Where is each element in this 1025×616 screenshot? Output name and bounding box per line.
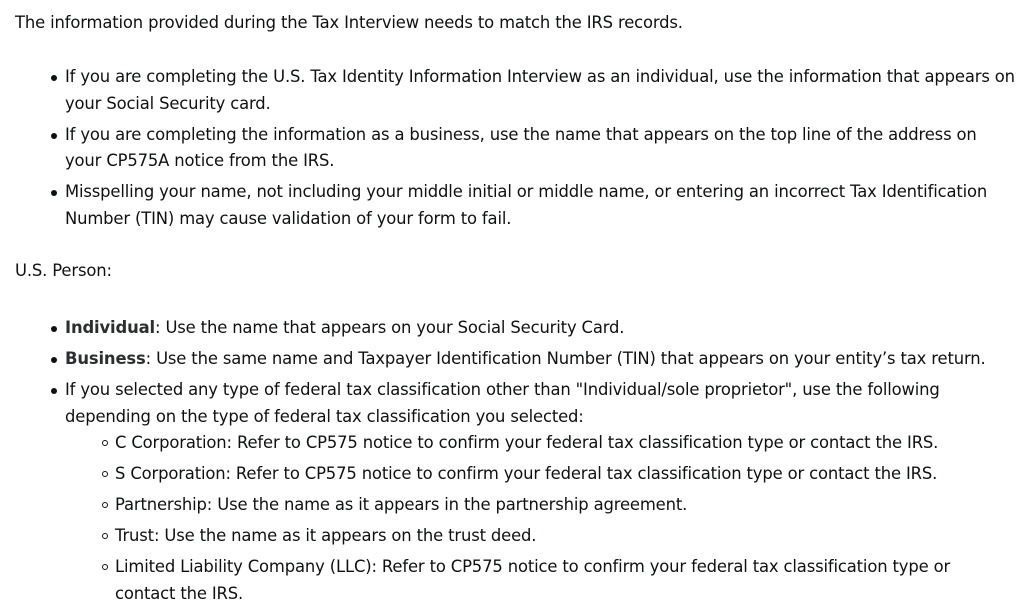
individual-item [65,315,1015,342]
classification-text: If you selected any type of federal tax classification other than "Individual/sole proprietor", use the following depending on the type of federal tax classification you selected: [65,380,940,426]
business-term: Business [65,349,146,368]
list-item: If you are completing the U.S. Tax Identity Information Interview as an individual, use the information that appears on your Social Security card. [65,64,1015,117]
business-text: : Use the same name and Taxpayer Identification Number (TIN) that appears on your entity’s tax return. [145,349,986,368]
individual-term: Individual [65,318,156,337]
individual-text: : Use the name that appears on your Social Security Card. [155,318,625,337]
classification-sub-list [65,430,1015,607]
business-item [65,346,1015,373]
list-item: Misspelling your name, not including your middle initial or middle name, or entering an incorrect Tax Identification Number (TIN) may cause validation of your form to fail. [65,179,1015,232]
us-person-bullet-list [15,315,1015,607]
list-item: C Corporation: Refer to CP575 notice to confirm your federal tax classification type or contact the IRS. [115,430,1015,457]
classification-item [65,377,1015,607]
list-item: Trust: Use the name as it appears on the trust deed. [115,523,1015,550]
intro-text: The information provided during the Tax Interview needs to match the IRS records. [15,13,683,32]
intro-bullet-list [15,64,1015,232]
list-item: Partnership: Use the name as it appears in the partnership agreement. [115,492,1015,519]
list-item: S Corporation: Refer to CP575 notice to confirm your federal tax classification type or contact the IRS. [115,461,1015,488]
list-item: If you are completing the information as a business, use the name that appears on the top line of the address on your CP575A notice from the IRS. [65,122,1015,175]
us-person-heading: U.S. Person: [15,261,112,280]
list-item: Limited Liability Company (LLC): Refer to CP575 notice to confirm your federal tax classification type or contact the IRS. [115,554,1015,607]
